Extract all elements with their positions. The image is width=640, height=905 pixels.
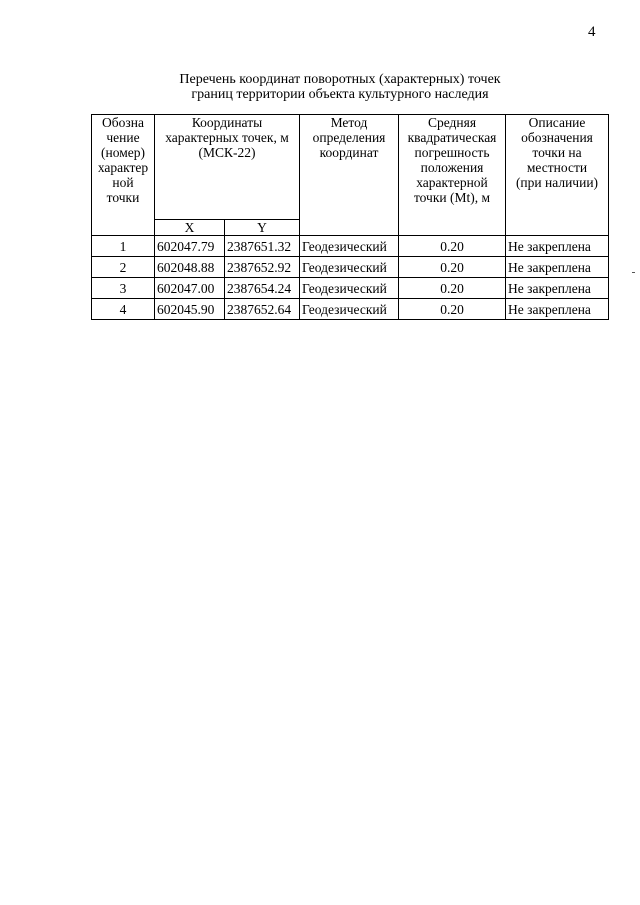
coordinates-table <box>91 114 609 320</box>
cell-method: Геодезический <box>300 236 399 257</box>
cell-x: 602045.90 <box>155 299 225 320</box>
page-number: 4 <box>588 24 596 40</box>
cell-point-number: 4 <box>92 299 155 320</box>
cell-y: 2387654.24 <box>225 278 300 299</box>
cell-point-number: 1 <box>92 236 155 257</box>
cell-point-number: 3 <box>92 278 155 299</box>
header-method: Метод определения координат <box>300 115 399 236</box>
cell-description: Не закреплена <box>506 299 609 320</box>
document-title <box>120 72 560 102</box>
header-point-number: Обозна чение (номер) характер ной точки <box>92 115 155 236</box>
cell-method: Геодезический <box>300 299 399 320</box>
table-header-row <box>92 115 609 220</box>
cell-method: Геодезический <box>300 278 399 299</box>
table-row <box>92 257 609 278</box>
cell-description: Не закреплена <box>506 257 609 278</box>
scan-mark <box>632 272 635 273</box>
header-x: X <box>155 220 225 236</box>
header-description: Описание обозначения точки на местности (при наличии) <box>506 115 609 236</box>
cell-mean-error: 0.20 <box>399 236 506 257</box>
cell-point-number: 2 <box>92 257 155 278</box>
header-mean-error: Средняя квадратическая погрешность положения характерной точки (Mt), м <box>399 115 506 236</box>
cell-y: 2387651.32 <box>225 236 300 257</box>
cell-description: Не закреплена <box>506 278 609 299</box>
cell-mean-error: 0.20 <box>399 278 506 299</box>
header-y: Y <box>225 220 300 236</box>
cell-description: Не закреплена <box>506 236 609 257</box>
table-row <box>92 278 609 299</box>
table-row <box>92 236 609 257</box>
cell-mean-error: 0.20 <box>399 299 506 320</box>
cell-mean-error: 0.20 <box>399 257 506 278</box>
cell-method: Геодезический <box>300 257 399 278</box>
cell-y: 2387652.92 <box>225 257 300 278</box>
title-line: границ территории объекта культурного наследия <box>191 87 489 102</box>
table-row <box>92 299 609 320</box>
cell-y: 2387652.64 <box>225 299 300 320</box>
cell-x: 602048.88 <box>155 257 225 278</box>
cell-x: 602047.79 <box>155 236 225 257</box>
header-coordinates: Координаты характерных точек, м (МСК-22) <box>155 115 300 220</box>
cell-x: 602047.00 <box>155 278 225 299</box>
title-line: Перечень координат поворотных (характерных) точек <box>179 72 501 87</box>
